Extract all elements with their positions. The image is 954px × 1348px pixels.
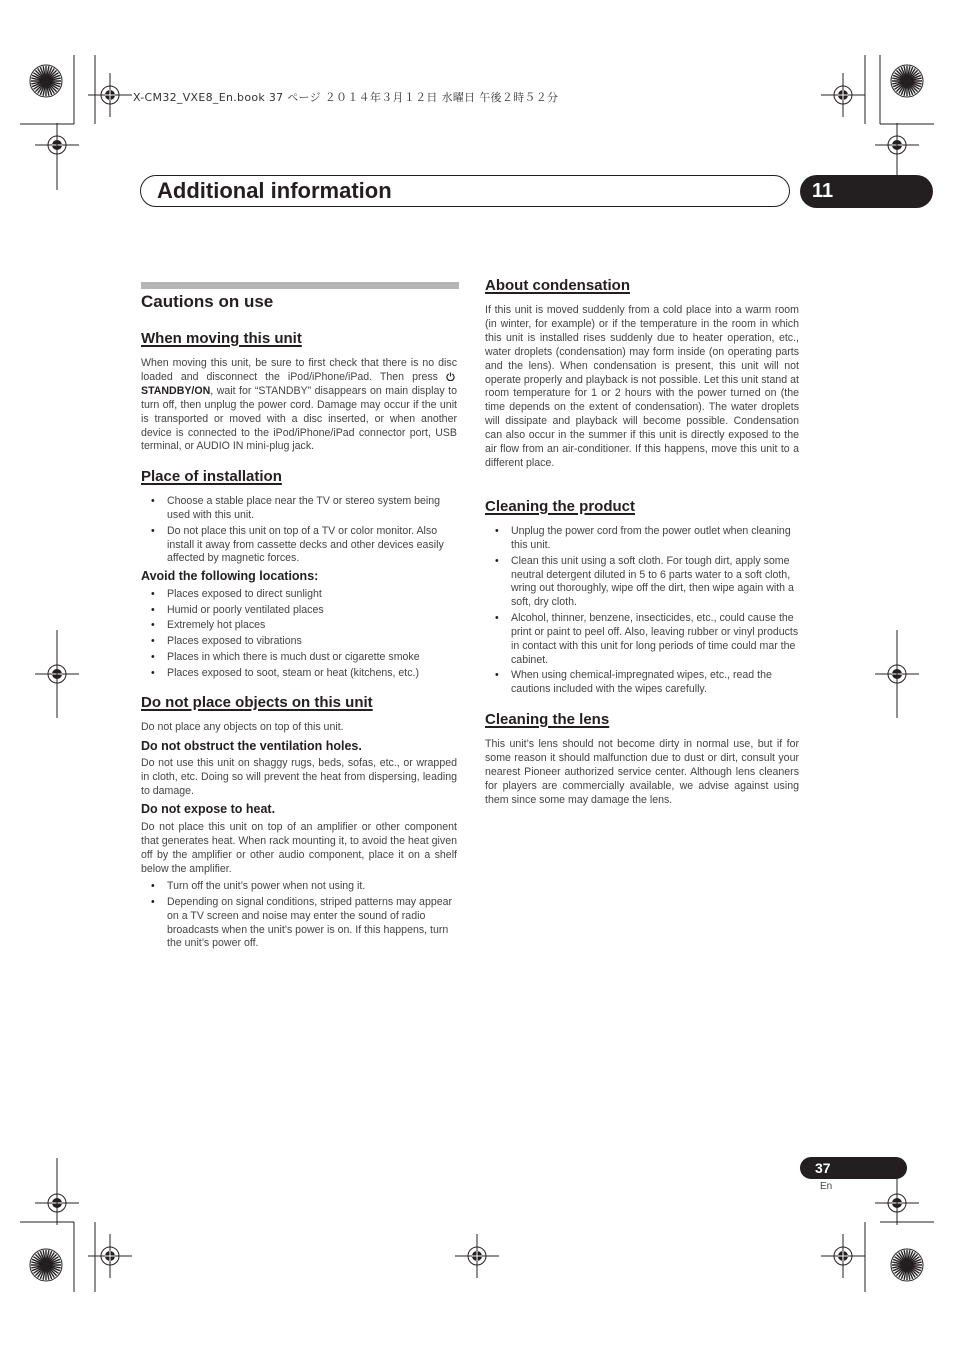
- list-item: • Alcohol, thinner, benzene, insecticides, etc., could cause the print or paint to peel off. Also, leaving rubber or vinyl products in contact with this unit for long periods of time could mar the cabinet.: [485, 612, 799, 668]
- heading-place-of-installation: Place of installation: [141, 468, 282, 485]
- list-item: • Clean this unit using a soft cloth. For tough dirt, apply some neutral detergent diluted in 5 to 6 parts water to a soft cloth, wring out thoroughly, wipe off the dirt, then wipe again with a soft, dry cloth.: [485, 555, 799, 611]
- list-item: • Do not place this unit on top of a TV or color monitor. Also install it away from cassette decks and other devices easily affected by magnetic forces.: [141, 525, 457, 567]
- list-item: • Places exposed to direct sunlight: [141, 588, 457, 602]
- heading-avoid-locations: Avoid the following locations:: [141, 569, 319, 583]
- moving-unit-text: [141, 357, 457, 454]
- list-item: • Humid or poorly ventilated places: [141, 604, 457, 618]
- heading-cleaning-lens: Cleaning the lens: [485, 711, 610, 728]
- list-item: • Unplug the power cord from the power outlet when cleaning this unit.: [485, 525, 799, 553]
- list-item: • Choose a stable place near the TV or stereo system being used with this unit.: [141, 495, 457, 523]
- print-file-info: X-CM32_VXE8_En.book 37 ページ ２０１４年３月１２日 水曜日 午後２時５２分: [133, 91, 559, 104]
- objects-text: Do not place any objects on top of this unit.: [141, 721, 344, 733]
- list-item: • When using chemical-impregnated wipes, etc., read the cautions included with the wipes carefully.: [485, 669, 799, 697]
- heading-about-condensation: About condensation: [485, 277, 630, 294]
- condensation-text: If this unit is moved suddenly from a cold place into a warm room (in winter, for example) or if the temperature in the room in which this unit is installed rises suddenly due to heater operation, etc., water droplets (condensation) may form inside (on operating parts and the lens). When condensation is present, this unit will not operate properly and playback is not possible. Let this unit stand at room temperature for 1 or 2 hours with the power turned on (the time depends on the extent of condensation). The water droplets will dissipate and playback will become possible. Condensation can also occur in the summer if this unit is directly exposed to the air flow from an air-conditioner. If this happens, move this unit to a different place.: [485, 304, 799, 469]
- list-item: • Depending on signal conditions, striped patterns may appear on a TV screen and noise may enter the sound of radio broadcasts when the unit’s power is on. If this happens, turn the unit’s power off.: [141, 896, 457, 952]
- moving-text-before: When moving this unit, be sure to first check that there is no disc loaded and disconnect the iPod/iPhone/iPad. Then press: [141, 357, 457, 383]
- section-title: Cautions on use: [141, 292, 274, 311]
- list-item: • Turn off the unit’s power when not using it.: [141, 880, 457, 894]
- chapter-number: 11: [812, 180, 834, 202]
- page-number: 37: [815, 1160, 831, 1176]
- list-item: • Places exposed to vibrations: [141, 635, 457, 649]
- heading-cleaning-product: Cleaning the product: [485, 498, 635, 515]
- moving-text-after: , wait for “STANDBY” disappears on main display to turn off, then unplug the power cord. Damage may occur if the unit is transported or moved with a disc inserted, or when another device is connected to the iPod/iPhone/iPad connector port, USB terminal, or AUDIO IN mini-plug jack.: [141, 384, 457, 453]
- heading-do-not-place-objects: Do not place objects on this unit: [141, 694, 373, 711]
- chapter-title: Additional information: [157, 178, 392, 203]
- ventilation-text: Do not use this unit on shaggy rugs, beds, sofas, etc., or wrapped in cloth, etc. Doing so will prevent the heat from dispersing, leading to damage.: [141, 757, 457, 797]
- heading-moving-unit: When moving this unit: [141, 330, 302, 347]
- list-item: • Places exposed to soot, steam or heat (kitchens, etc.): [141, 667, 457, 681]
- heat-list: [141, 880, 457, 953]
- heading-heat: Do not expose to heat.: [141, 802, 276, 816]
- cleaning-product-list: [485, 525, 799, 699]
- section-divider-bar: [141, 282, 459, 289]
- power-icon: [446, 372, 455, 381]
- heat-text: Do not place this unit on top of an amplifier or other component that generates heat. When rack mounting it, to avoid the heat given off by the amplifier or other audio component, place it on a shelf below the amplifier.: [141, 821, 457, 875]
- standby-on-label: STANDBY/ON: [141, 384, 211, 397]
- avoid-locations-list: [141, 588, 457, 682]
- installation-list: [141, 495, 457, 568]
- heading-ventilation: Do not obstruct the ventilation holes.: [141, 739, 362, 753]
- page-language: En: [820, 1181, 833, 1192]
- list-item: • Places in which there is much dust or cigarette smoke: [141, 651, 457, 665]
- list-item: • Extremely hot places: [141, 619, 457, 633]
- cleaning-lens-text: This unit’s lens should not become dirty in normal use, but if for some reason it should malfunction due to dust or dirt, consult your nearest Pioneer authorized service center. Although lens cleaners for players are commercially available, we advise against using them since some may damage the lens.: [485, 738, 799, 806]
